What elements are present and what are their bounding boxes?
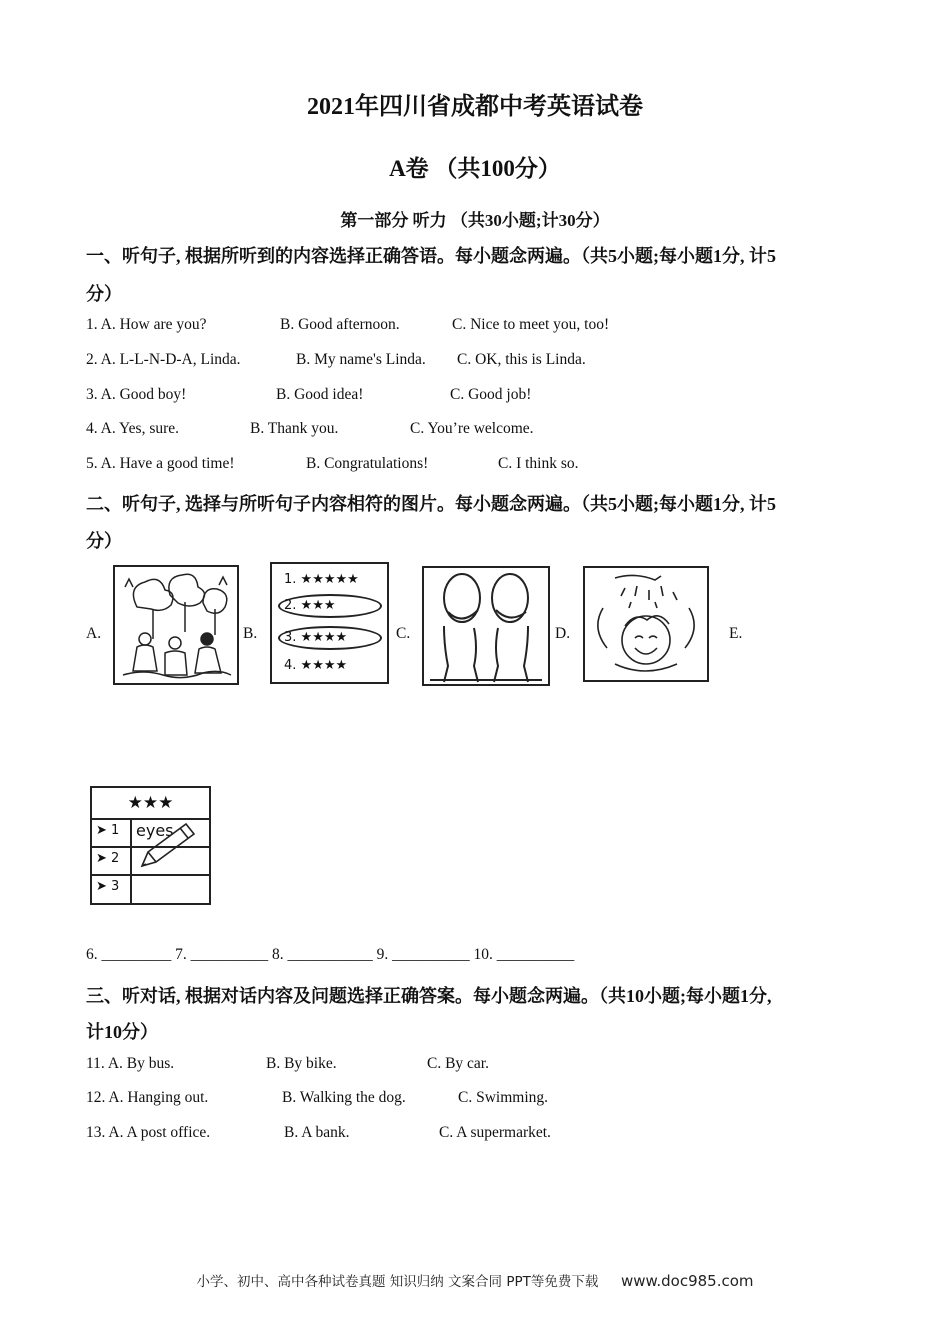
checklist-header: ★★★ [92, 788, 209, 820]
question-5-b: B. Congratulations! [306, 455, 429, 472]
rating-row-3: 3. ★★★★ [284, 630, 348, 645]
checklist-row-2: ➤ 2 [96, 851, 120, 866]
section3-heading-cont: 计10分） [86, 1022, 158, 1042]
checklist-line-2 [92, 874, 209, 876]
option-label-c: C. [396, 625, 411, 642]
option-label-e: E. [729, 625, 743, 642]
question-1-a: 1. A. How are you? [86, 316, 207, 333]
section3-heading: 三、听对话, 根据对话内容及问题选择正确答案。每小题念两遍。（共10小题;每小题1分, [86, 986, 772, 1006]
question-13-a: 13. A. A post office. [86, 1124, 211, 1141]
question-13-c: C. A supermarket. [439, 1124, 551, 1141]
question-2-b: B. My name's Linda. [296, 351, 426, 368]
question-3-a: 3. A. Good boy! [86, 386, 187, 403]
footer-url[interactable]: www.doc985.com [620, 1272, 754, 1290]
section2-heading-cont: 分） [86, 531, 122, 551]
checklist-row-3: ➤ 3 [96, 879, 120, 894]
question-4-a: 4. A. Yes, sure. [86, 420, 180, 437]
picture-d-shower [583, 566, 709, 682]
question-2-a: 2. A. L-L-N-D-A, Linda. [86, 351, 241, 368]
question-3-b: B. Good idea! [276, 386, 364, 403]
picture-b-ratings [270, 562, 389, 684]
picture-c-greeting [422, 566, 550, 686]
question-11-c: C. By car. [427, 1055, 489, 1072]
answer-blanks-6-10: 6. _________ 7. __________ 8. ___________ 9. __________ 10. __________ [86, 946, 575, 963]
question-11-a: 11. A. By bus. [86, 1055, 175, 1072]
checklist-row-1: ➤ 1 [96, 823, 120, 838]
option-label-d: D. [555, 625, 571, 642]
question-2-c: C. OK, this is Linda. [457, 351, 586, 368]
question-12-a: 12. A. Hanging out. [86, 1089, 209, 1106]
rating-row-4: 4. ★★★★ [284, 658, 348, 673]
question-12-c: C. Swimming. [458, 1089, 549, 1106]
question-13-b: B. A bank. [284, 1124, 350, 1141]
question-12-b: B. Walking the dog. [282, 1089, 406, 1106]
question-1-c: C. Nice to meet you, too! [452, 316, 610, 333]
question-3-c: C. Good job! [450, 386, 532, 403]
picture-a-park [113, 565, 239, 685]
volume-subtitle: A卷 （共100分） [389, 156, 561, 181]
rating-row-2: 2. ★★★ [284, 598, 336, 613]
picture-e-checklist [90, 786, 211, 905]
page-title: 2021年四川省成都中考英语试卷 [307, 94, 643, 120]
option-label-a: A. [86, 625, 102, 642]
option-label-b: B. [243, 625, 258, 642]
question-4-c: C. You’re welcome. [410, 420, 534, 437]
footer-text: 小学、初中、高中各种试卷真题 知识归纳 文案合同 PPT等免费下载 [196, 1274, 599, 1290]
question-5-a: 5. A. Have a good time! [86, 455, 235, 472]
checklist-word: eyes [136, 821, 174, 840]
rating-row-1: 1. ★★★★★ [284, 572, 359, 587]
question-5-c: C. I think so. [498, 455, 579, 472]
section1-heading-cont: 分） [86, 284, 122, 304]
pencil-icon [132, 820, 208, 872]
section2-heading: 二、听句子, 选择与所听句子内容相符的图片。每小题念两遍。（共5小题;每小题1分, 计5 [86, 494, 776, 514]
question-1-b: B. Good afternoon. [280, 316, 400, 333]
question-11-b: B. By bike. [266, 1055, 337, 1072]
section1-heading: 一、听句子, 根据所听到的内容选择正确答语。每小题念两遍。（共5小题;每小题1分, 计5 [86, 246, 776, 266]
part-heading: 第一部分 听力 （共30小题;计30分） [340, 211, 610, 230]
question-4-b: B. Thank you. [250, 420, 339, 437]
footer [0, 1270, 950, 1290]
